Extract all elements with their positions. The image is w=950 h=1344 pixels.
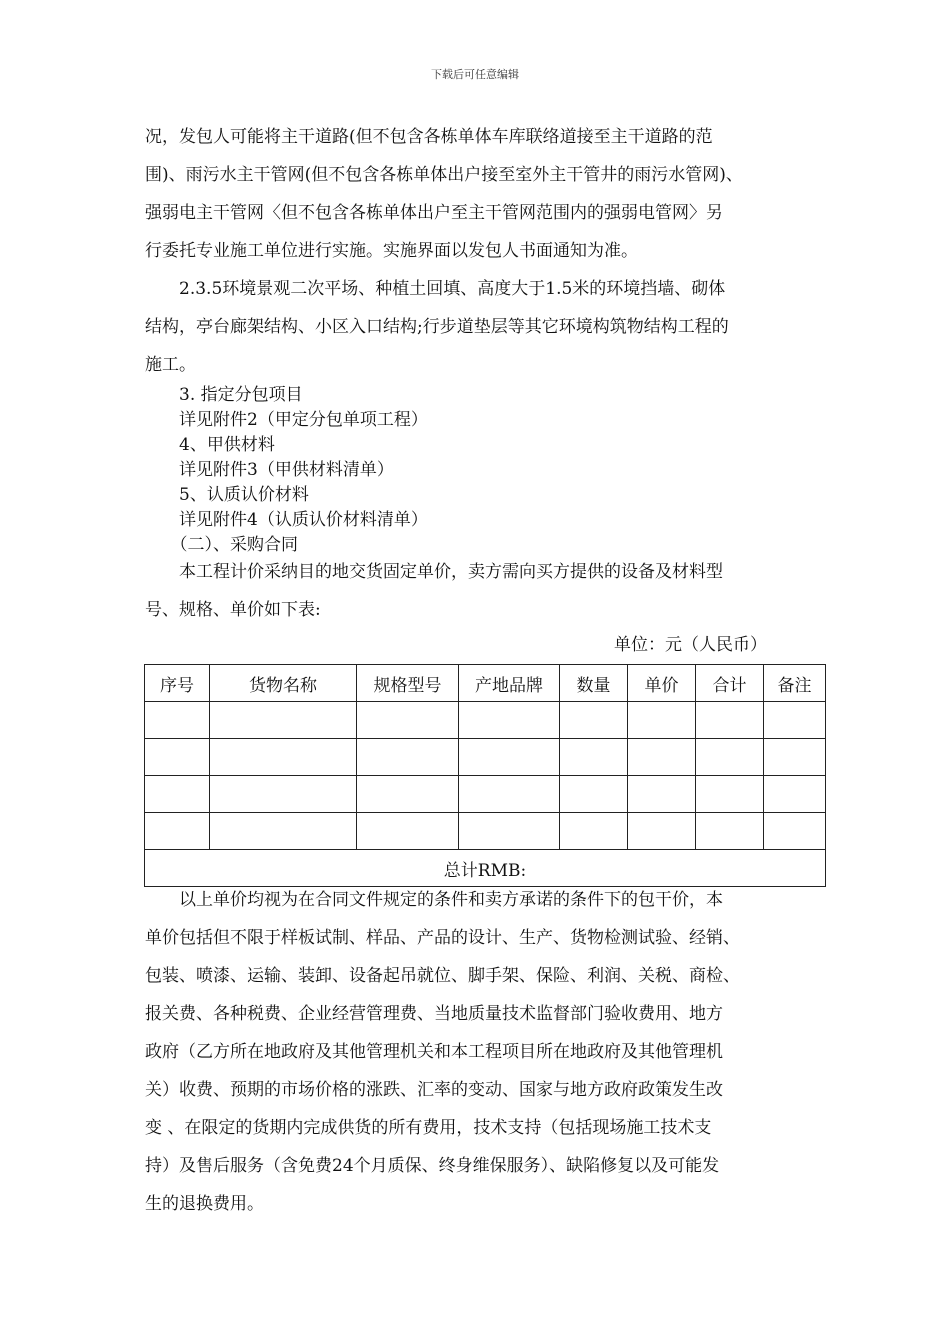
- list-item: 详见附件3（甲供材料清单）: [145, 460, 394, 480]
- column-header-remarks: 备注: [764, 665, 826, 702]
- column-header-spec-model: 规格型号: [357, 665, 459, 702]
- table-cell: [145, 813, 210, 850]
- table-cell: [459, 702, 560, 739]
- table-cell: [210, 776, 357, 813]
- text-line: 持）及售后服务（含免费24个月质保、终身维保服务）、缺陷修复以及可能发: [145, 1156, 720, 1176]
- table-cell: [560, 702, 628, 739]
- table-cell: [145, 702, 210, 739]
- table-cell: [210, 813, 357, 850]
- column-header-unit-price: 单价: [628, 665, 696, 702]
- table-row: [145, 739, 826, 776]
- text-line: 2.3.5环境景观二次平场、种植土回填、高度大于1.5米的环境挡墙、砌体: [145, 279, 726, 299]
- table-cell: [696, 813, 764, 850]
- text-line: 围)、雨污水主干管网(但不包含各栋单体出户接至室外主干管井的雨污水管网)、: [145, 165, 743, 185]
- page-header: 下载后可任意编辑: [431, 68, 519, 81]
- table-cell: [560, 776, 628, 813]
- table-cell: [560, 813, 628, 850]
- text-line: 本工程计价采纳目的地交货固定单价，卖方需向买方提供的设备及材料型: [145, 562, 723, 582]
- table-cell: [696, 739, 764, 776]
- table-cell: [696, 776, 764, 813]
- currency-unit-label: 单位：元（人民币）: [614, 635, 767, 655]
- list-item: 4、甲供材料: [145, 435, 275, 455]
- table-cell: [764, 739, 826, 776]
- table-cell: [459, 739, 560, 776]
- text-line: 号、规格、单价如下表:: [145, 600, 321, 620]
- list-item: 5、认质认价材料: [145, 485, 309, 505]
- table-cell: [764, 702, 826, 739]
- scope-paragraph: [145, 118, 815, 384]
- text-line: 单价包括但不限于样板试制、样品、产品的设计、生产、货物检测试验、经销、: [145, 928, 740, 948]
- table-cell: [210, 739, 357, 776]
- table-header-row: [145, 665, 826, 702]
- table-cell: [357, 702, 459, 739]
- price-terms-paragraph: [145, 881, 815, 1223]
- list-item: （二）、采购合同: [145, 535, 298, 555]
- table-cell: [357, 776, 459, 813]
- table-cell: [459, 776, 560, 813]
- text-line: 变 、在限定的货期内完成供货的所有费用，技术支持（包括现场施工技术支: [145, 1118, 712, 1138]
- table-cell: [628, 739, 696, 776]
- table-cell: [560, 739, 628, 776]
- column-header-goods-name: 货物名称: [210, 665, 357, 702]
- text-line: 以上单价均视为在合同文件规定的条件和卖方承诺的条件下的包干价，本: [145, 890, 723, 910]
- table-cell: [357, 739, 459, 776]
- table-cell: [764, 813, 826, 850]
- subcontract-list: [145, 383, 815, 558]
- text-line: 政府（乙方所在地政府及其他管理机关和本工程项目所在地政府及其他管理机: [145, 1042, 723, 1062]
- table-cell: [628, 776, 696, 813]
- text-line: 关）收费、预期的市场价格的涨跌、汇率的变动、国家与地方政府政策发生改: [145, 1080, 723, 1100]
- column-header-total: 合计: [696, 665, 764, 702]
- table-cell: [628, 813, 696, 850]
- text-line: 况，发包人可能将主干道路(但不包含各栋单体车库联络道接至主干道路的范: [145, 127, 713, 147]
- text-line: 报关费、各种税费、企业经营管理费、当地质量技术监督部门验收费用、地方: [145, 1004, 723, 1024]
- column-header-quantity: 数量: [560, 665, 628, 702]
- text-line: 结构，亭台廊架结构、小区入口结构;行步道垫层等其它环境构筑物结构工程的: [145, 317, 729, 337]
- table-row: [145, 813, 826, 850]
- table-cell: [145, 739, 210, 776]
- list-item: 详见附件4（认质认价材料清单）: [145, 510, 428, 530]
- table-row: [145, 702, 826, 739]
- text-line: 生的退换费用。: [145, 1194, 264, 1214]
- goods-price-table: [144, 664, 826, 887]
- table-cell: [696, 702, 764, 739]
- table-row: [145, 776, 826, 813]
- table-cell: [357, 813, 459, 850]
- column-header-origin-brand: 产地品牌: [459, 665, 560, 702]
- text-line: 行委托专业施工单位进行实施。实施界面以发包人书面通知为准。: [145, 241, 638, 261]
- text-line: 强弱电主干管网〈但不包含各栋单体出户至主干管网范围内的强弱电管网〉另: [145, 203, 723, 223]
- text-line: 施工。: [145, 355, 196, 375]
- table-cell: [210, 702, 357, 739]
- list-item: 3. 指定分包项目: [145, 385, 303, 405]
- table-cell: [145, 776, 210, 813]
- list-item: 详见附件2（甲定分包单项工程）: [145, 410, 428, 430]
- table-cell: [764, 776, 826, 813]
- text-line: 包装、喷漆、运输、装卸、设备起吊就位、脚手架、保险、利润、关税、商检、: [145, 966, 740, 986]
- purchase-intro: [145, 553, 815, 629]
- table-cell: [628, 702, 696, 739]
- total-rmb-label: 总计RMB:: [145, 850, 826, 887]
- table-cell: [459, 813, 560, 850]
- column-header-index: 序号: [145, 665, 210, 702]
